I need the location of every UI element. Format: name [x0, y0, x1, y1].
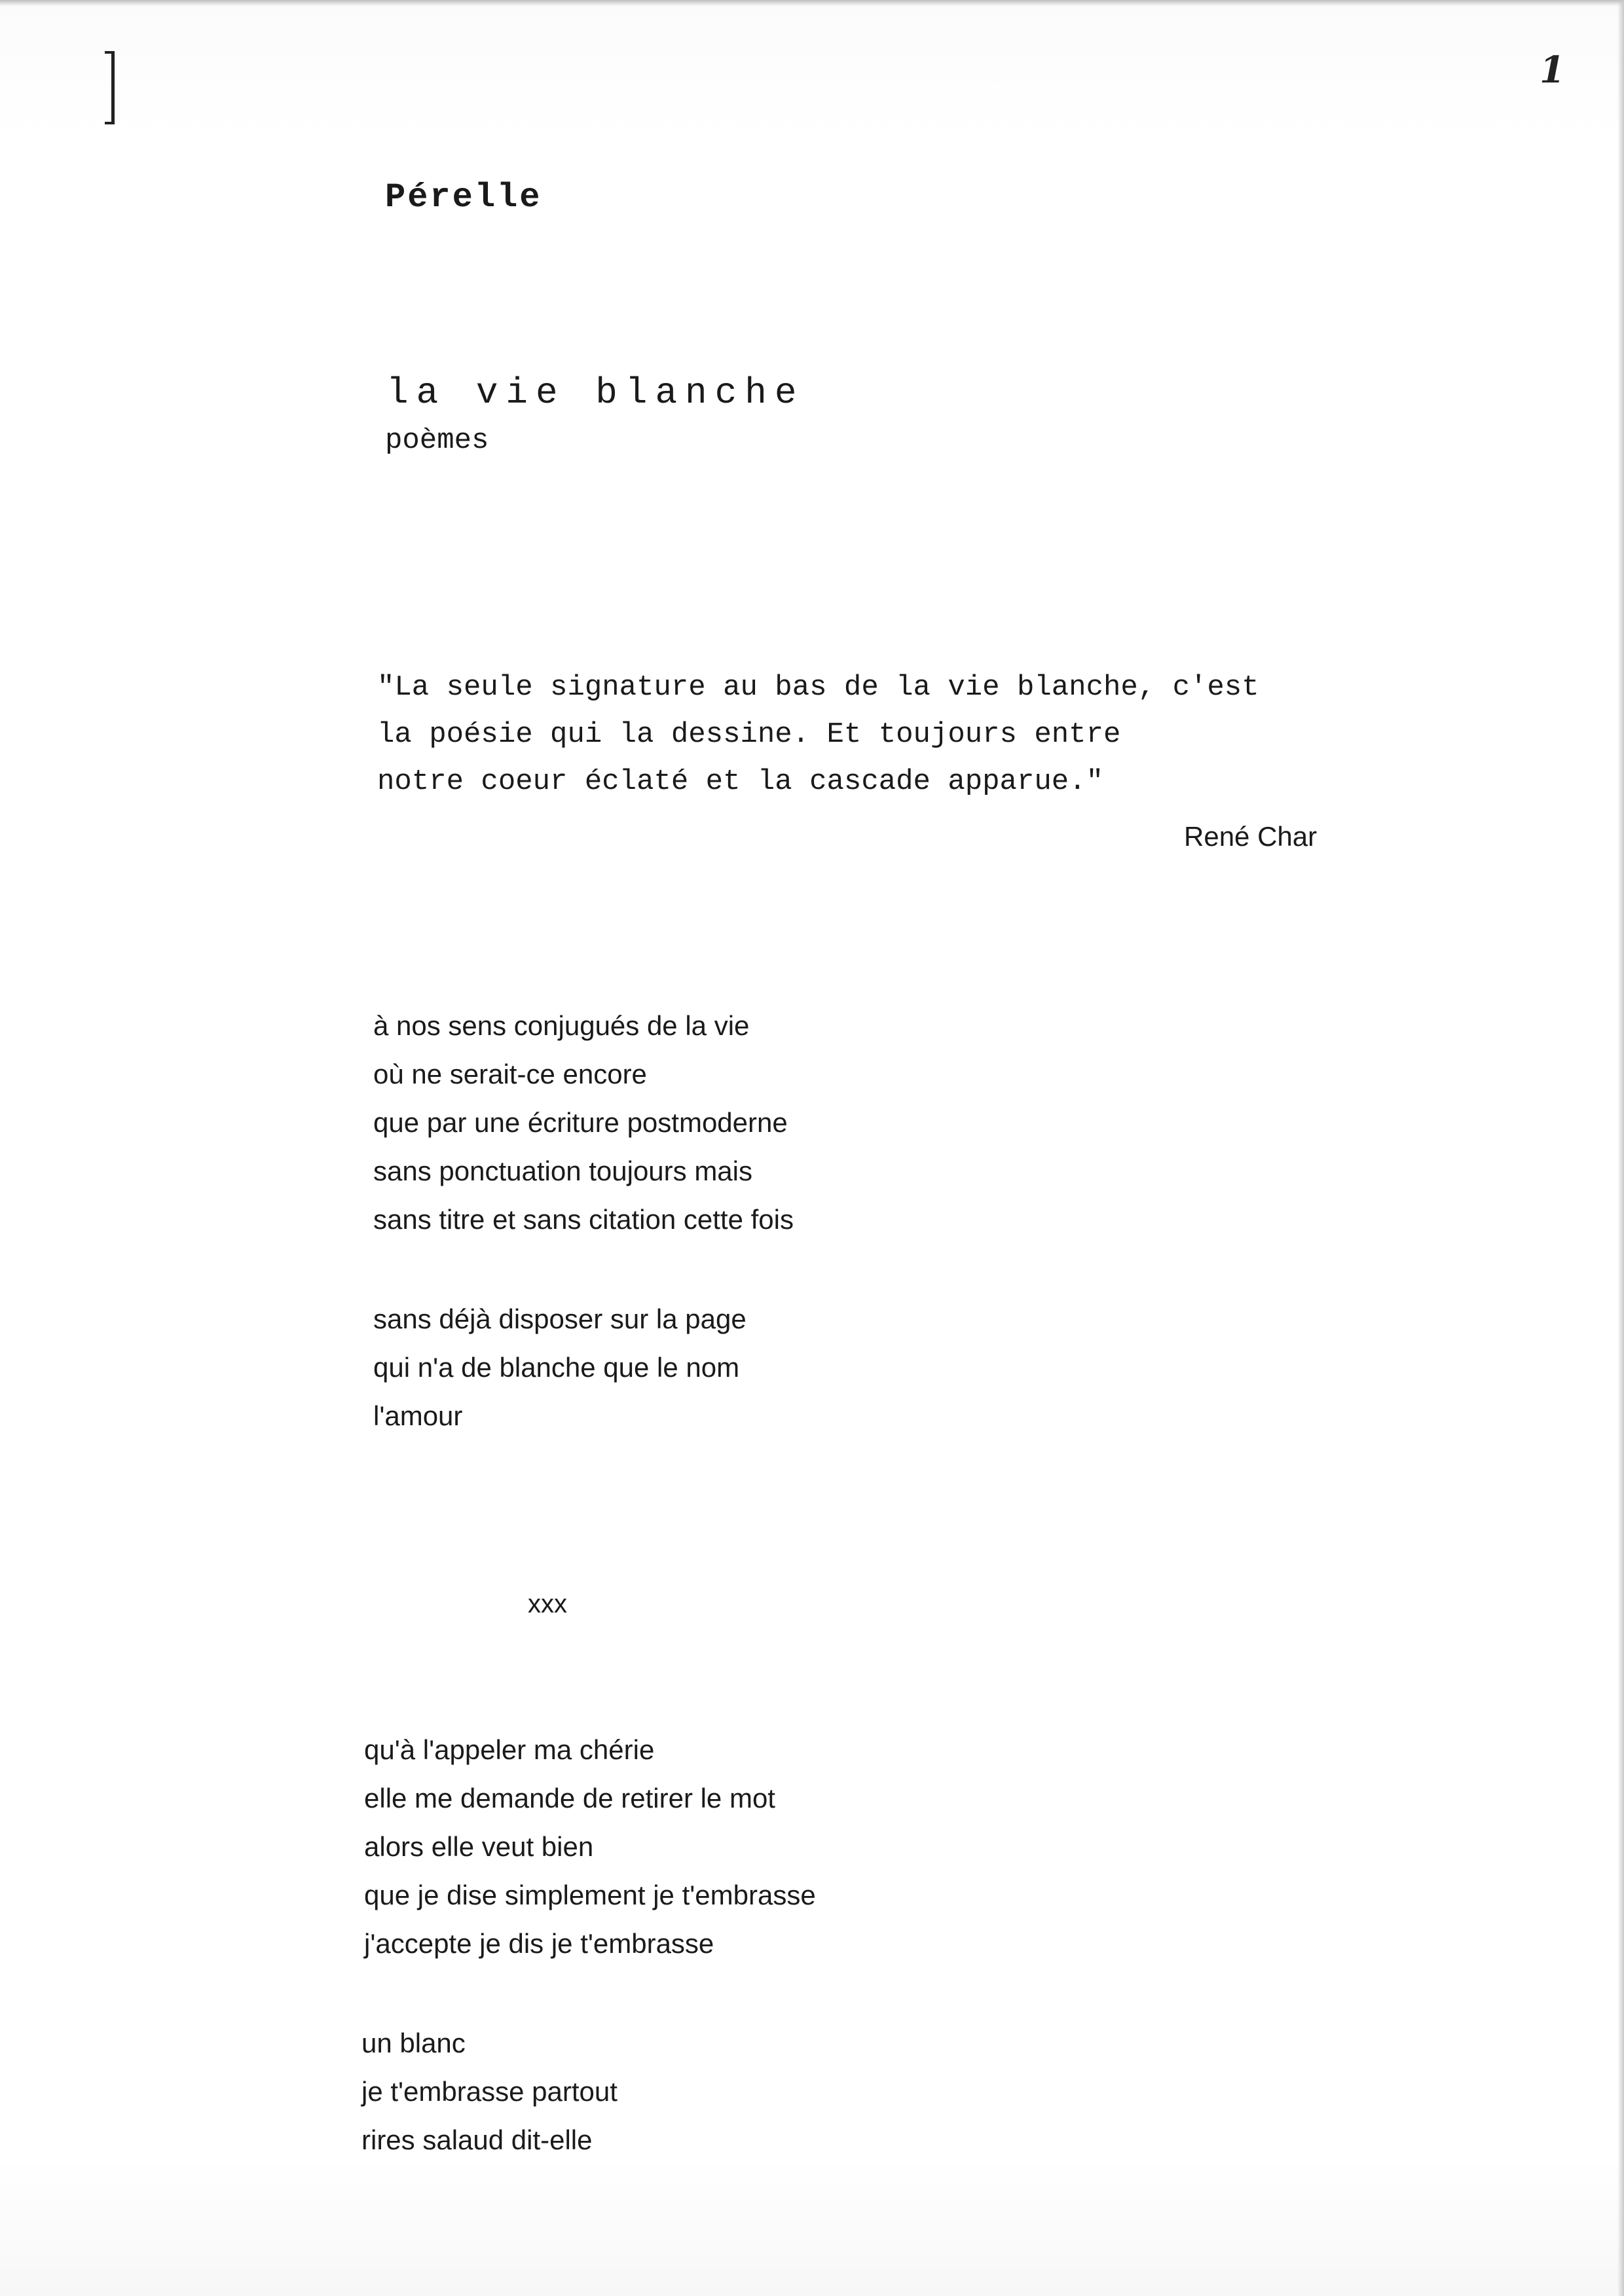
epigraph-attribution: René Char — [1184, 821, 1318, 852]
poem-line: sans déjà disposer sur la page — [373, 1303, 747, 1334]
poem-line: sans ponctuation toujours mais — [373, 1156, 752, 1186]
poem-line: rires salaud dit-elle — [361, 2124, 593, 2155]
poem-line: que par une écriture postmoderne — [373, 1107, 788, 1138]
poem-stanza — [361, 2019, 618, 2164]
poem-stanza — [373, 1295, 747, 1440]
poem-line: qu'à l'appeler ma chérie — [364, 1734, 655, 1765]
poem-first — [373, 1002, 794, 1431]
poem-line: sans titre et sans citation cette fois — [373, 1204, 794, 1235]
epigraph-quote — [377, 664, 1477, 805]
collection-subtitle: poèmes — [385, 424, 489, 457]
poem-line: j'accepte je dis je t'embrasse — [364, 1928, 714, 1959]
page-number: 1 — [1540, 48, 1565, 92]
page-right-edge — [1617, 0, 1624, 2296]
poem-line: alors elle veut bien — [364, 1831, 594, 1862]
page-top-edge — [0, 0, 1624, 7]
poem-second — [361, 1726, 816, 2155]
poem-line: elle me demande de retirer le mot — [364, 1783, 775, 1813]
poem-line: où ne serait-ce encore — [373, 1059, 647, 1089]
binder-bracket-mark — [105, 51, 115, 124]
poem-line: à nos sens conjugués de la vie — [373, 1010, 750, 1041]
epigraph-line: la poésie qui la dessine. Et toujours entre — [377, 718, 1121, 751]
epigraph-line: notre coeur éclaté et la cascade apparue." — [377, 765, 1103, 798]
poem-stanza — [364, 1726, 816, 1968]
poem-line: qui n'a de blanche que le nom — [373, 1352, 740, 1383]
poem-line: que je dise simplement je t'embrasse — [364, 1880, 816, 1910]
section-separator: xxx — [528, 1590, 567, 1618]
poem-line: un blanc — [361, 2028, 466, 2058]
poem-line: l'amour — [373, 1400, 463, 1431]
poem-stanza — [373, 1002, 794, 1244]
collection-title: la vie blanche — [386, 372, 805, 414]
epigraph-line: "La seule signature au bas de la vie blanche, c'est — [377, 671, 1259, 704]
poem-line: je t'embrasse partout — [361, 2076, 618, 2107]
author-name: Pérelle — [385, 178, 542, 217]
